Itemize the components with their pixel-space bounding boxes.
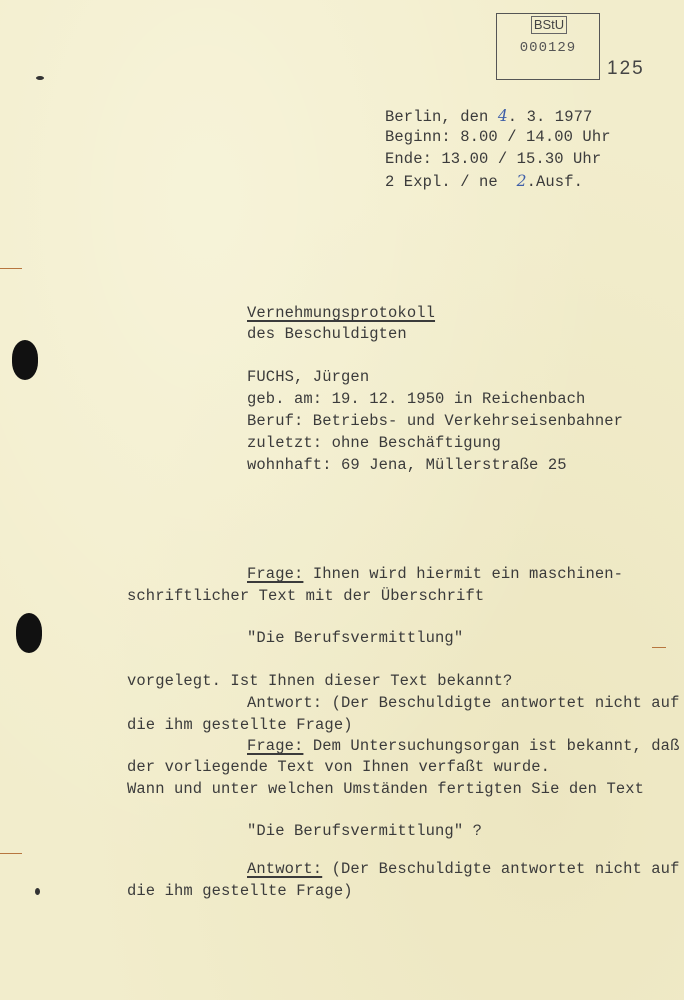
- punch-hole-bottom: [16, 613, 42, 653]
- margin-mark: [0, 268, 22, 269]
- date-prefix: Berlin, den: [385, 108, 498, 126]
- document-title: Vernehmungsprotokoll: [247, 304, 436, 322]
- quote-2: "Die Berufsvermittlung" ?: [247, 822, 483, 840]
- answer-1-label: Antwort:: [247, 694, 323, 712]
- date-line: [385, 107, 592, 126]
- copies-handwritten: 2: [516, 172, 527, 190]
- answer-2-line-2: die ihm gestellte Frage): [127, 882, 353, 900]
- question-2-line-2: der vorliegende Text von Ihnen verfaßt wurde.: [127, 758, 551, 776]
- answer-1-line-2: die ihm gestellte Frage): [127, 716, 353, 734]
- punch-hole-top: [12, 340, 38, 380]
- stamp-number: 000129: [519, 40, 577, 56]
- person-last-occupation: zuletzt: ohne Beschäftigung: [247, 434, 501, 452]
- answer-2-text-1: (Der Beschuldigte antwortet nicht auf: [322, 860, 680, 878]
- question-1-line-1: [247, 565, 623, 583]
- answer-1-text-1: (Der Beschuldigte antwortet nicht auf: [322, 694, 680, 712]
- question-1-label: Frage:: [247, 565, 304, 583]
- question-2-line-3: Wann und unter welchen Umständen fertigten Sie den Text: [127, 780, 645, 798]
- question-1-line-3: vorgelegt. Ist Ihnen dieser Text bekannt?: [127, 672, 513, 690]
- date-rest: . 3. 1977: [507, 108, 593, 126]
- answer-2-line-1: [247, 860, 679, 878]
- copies-prefix: 2 Expl. / ne: [385, 173, 517, 191]
- question-1-text-1: Ihnen wird hiermit ein maschinen-: [303, 565, 624, 583]
- page-number: 125: [607, 58, 645, 79]
- question-2-text-1: Dem Untersuchungsorgan ist bekannt, daß: [303, 737, 680, 755]
- question-2-label: Frage:: [247, 737, 304, 755]
- person-profession: Beruf: Betriebs- und Verkehrseisenbahner: [247, 412, 624, 430]
- copies-line: [385, 172, 583, 191]
- question-1-line-2: schriftlicher Text mit der Überschrift: [127, 587, 485, 605]
- answer-1-line-1: [247, 694, 679, 712]
- archive-stamp: [496, 13, 600, 80]
- document-subtitle: des Beschuldigten: [247, 325, 407, 343]
- person-name: FUCHS, Jürgen: [247, 368, 370, 386]
- ink-speck: [36, 76, 44, 80]
- copies-suffix: .Ausf.: [526, 173, 584, 191]
- question-2-line-1: [247, 737, 679, 755]
- begin-time: Beginn: 8.00 / 14.00 Uhr: [385, 128, 611, 146]
- person-residence: wohnhaft: 69 Jena, Müllerstraße 25: [247, 456, 567, 474]
- stamp-label: BStU: [531, 16, 567, 34]
- answer-2-label: Antwort:: [247, 860, 323, 878]
- person-birth: geb. am: 19. 12. 1950 in Reichenbach: [247, 390, 586, 408]
- ink-speck: [35, 888, 40, 895]
- margin-mark: [0, 853, 22, 854]
- quote-1: "Die Berufsvermittlung": [247, 629, 464, 647]
- date-day-handwritten: 4: [497, 107, 508, 125]
- end-time: Ende: 13.00 / 15.30 Uhr: [385, 150, 602, 168]
- margin-mark: [652, 647, 666, 648]
